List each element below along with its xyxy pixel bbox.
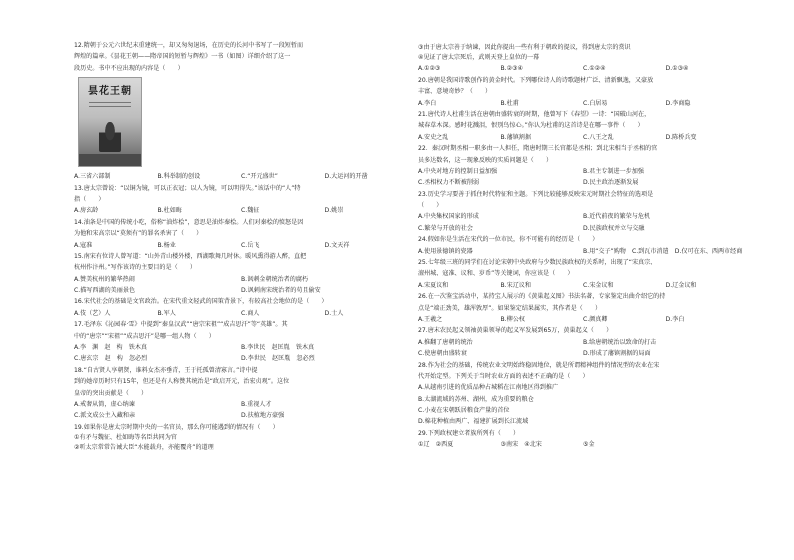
- answer-option: B.军人: [157, 309, 176, 317]
- answer-option: D.士人: [324, 309, 344, 317]
- answer-option: A.三省六部制: [74, 173, 111, 181]
- answer-option: D.①③④: [665, 65, 689, 73]
- answer-option: A.①②③: [418, 65, 441, 73]
- answer-options-row: [418, 348, 748, 359]
- answer-option: C.①②④: [583, 65, 606, 73]
- question-text-line: 21.唐代诗人杜甫生活在唐朝由盛转衰的时期，他曾写下《春望》一诗：“国破山河在，: [418, 110, 651, 118]
- question-text-line: B.太湖流域的苏州、湖州，成为重要的粮仓: [418, 395, 534, 403]
- answer-option: A.使用景德镇的瓷器: [418, 247, 473, 255]
- question-text-line: 丰富、意境奇妙？（ ）: [418, 88, 492, 96]
- book-cover-figure: [99, 122, 121, 152]
- answer-option: C.丞相权力不断被削弱: [418, 179, 480, 187]
- answer-options-row: [74, 205, 408, 216]
- answer-options-row: [74, 285, 408, 296]
- answer-option: B.君主专制进一步加强: [583, 167, 644, 175]
- answer-option: C.唐玄宗 赵 构 忽必烈: [74, 355, 148, 363]
- answer-option: C.派文成公主入藏和亲: [74, 412, 136, 420]
- answer-option: C.颜真卿: [583, 315, 608, 323]
- answer-options-row: [418, 177, 748, 188]
- answer-option: D.形成了藩镇割据的局面: [583, 350, 651, 358]
- answer-option: B.柳公权: [500, 315, 525, 323]
- answer-option: D.李世民 赵匡胤 忽必烈: [241, 355, 315, 363]
- answer-option: C.白居易: [583, 99, 608, 107]
- question-text-line: ④见证了唐太宗死后，武则天登上皇位的一幕: [418, 54, 540, 62]
- answer-option: [666, 439, 749, 450]
- question-text-line: A.从越南引进的优质品种占城稻在江南地区得到推广: [418, 384, 559, 392]
- answer-option: B.②③④: [500, 65, 524, 73]
- question-text-line: ②听太宗常常告诫大臣“水能载舟，亦能覆舟”的道理: [74, 444, 214, 452]
- book-cover-ground: [79, 154, 141, 166]
- answer-options-row: [418, 63, 748, 74]
- answer-options-row: [418, 223, 748, 234]
- answer-option: A.赞美杭州的繁华热闹: [74, 275, 135, 283]
- answer-options-row: [418, 98, 748, 109]
- answer-option: ③南宋 ④北宋: [500, 441, 542, 449]
- answer-option: A.中央集权国家的形成: [418, 213, 479, 221]
- question-text-line: 15.南宋有位诗人曾写道：“山外青山楼外楼，西湖歌舞几时休。暖风熏得游人醉，直把: [74, 252, 307, 260]
- question-text-line: 26.在一次鉴宝活动中，某持宝人展示的《黄巢起义图》书法名著，专家鉴定出曲介绍它的持: [418, 293, 666, 301]
- answer-option: A.李 渊 赵 构 铁木真: [74, 344, 148, 352]
- right-column: [418, 43, 748, 451]
- answer-options-row: [418, 166, 748, 177]
- book-cover-rule: [89, 106, 131, 107]
- answer-option: D.文天祥: [324, 241, 350, 249]
- answer-option: D.李商隐: [665, 99, 691, 107]
- answer-option: A.中央对地方的控制日益加强: [418, 167, 498, 175]
- answer-option: B.李世民 赵匡胤 铁木真: [241, 344, 315, 352]
- answer-options-row: [74, 171, 408, 182]
- answer-option: C.岳飞: [241, 241, 260, 249]
- question-text-line: 27.唐末农民起义领袖黄巢领导的起义军发展到65万，黄巢起义（ ）: [418, 327, 613, 335]
- book-cover-image: [78, 77, 142, 167]
- answer-option: B.重视人才: [241, 400, 272, 408]
- answer-option: A.戒奢从简，虚心纳谏: [74, 400, 135, 408]
- question-text-line: 辉煌的篇章。《昙花王朝——隋帝国的短暂与辉煌》一书（如图）详细介绍了这一: [74, 53, 291, 61]
- answer-option: B.杜甫: [500, 99, 519, 107]
- answer-option: A.王羲之: [418, 315, 443, 323]
- answer-options-row: [418, 211, 748, 222]
- answer-option: D.讽刺南宋统治者的苟且偷安: [241, 287, 321, 295]
- answer-option: A.李白: [418, 99, 437, 107]
- answer-option: C.商人: [241, 309, 260, 317]
- answer-option: A.寇准: [74, 241, 93, 249]
- answer-option: A.伎（艺）人: [74, 309, 111, 317]
- question-text-line: 20.唐朝是我国诗歌创作的黄金时代。下列哪位诗人的诗歌题材广泛、清新飘逸，又豪放: [418, 76, 654, 84]
- answer-option: C.宋金议和: [583, 281, 614, 289]
- answer-option: D.陈桥兵变: [665, 133, 697, 141]
- question-text-line: 25.七年级三班的同学们在讨论宋朝中央政府与少数民族政权的关系时，出现了“宋真宗、: [418, 259, 657, 267]
- question-text-line: 段历史。书中不应出现的内容是（ ）: [74, 64, 184, 72]
- answer-option: D.辽金议和: [665, 281, 697, 289]
- answer-option: B.讽刺金朝统治者的腐朽: [241, 275, 309, 283]
- answer-option: C.描写西湖的美丽景色: [74, 287, 136, 295]
- answer-option: C.八王之乱: [583, 133, 614, 141]
- question-text-line: 19.如果你是唐太宗时期中央的一名官员，那么你可能遇到的情况有（ ）: [74, 423, 279, 431]
- question-text-line: 为他和宋高宗以“莫须有”的罪名杀害了（ ）: [74, 230, 203, 238]
- question-text-line: 中的“唐宗”“宋祖”“成吉思汗”是哪一组人物（ ）: [74, 332, 215, 340]
- question-text-line: 28.作为社会的基础，传统农业文明始终稳固地位，就是所谓精神组件的情况型的农业在宋: [418, 361, 660, 369]
- answer-option: A.宋夏议和: [418, 281, 449, 289]
- answer-options-row: [74, 410, 408, 421]
- answer-option: C.魏征: [241, 207, 260, 215]
- answer-option: D.大运河的开凿: [324, 173, 368, 181]
- answer-options-row: [418, 314, 748, 325]
- answer-options-row: [418, 132, 748, 143]
- question-text-line: 代开始定型。下列关于当时农业方面的表述不正确的是（ ）: [418, 372, 589, 380]
- question-text-line: 13.唐太宗曾说：“以铜为镜，可以正衣冠；以人为镜，可以明得失。”该话中的“人”特: [74, 184, 301, 192]
- answer-option: B.科举制的创设: [157, 173, 201, 181]
- question-text-line: 29.下列政权建立者族所列有（ ）: [418, 429, 520, 437]
- answer-option: D.扶植地方豪强: [241, 412, 285, 420]
- answer-option: D.民主政治逐渐发展: [583, 179, 639, 187]
- question-text-line: 18.“自古贤人享朝贤，谁料女杰亦垂青，王于托孤曾清寡言。”诗中提: [74, 366, 258, 374]
- answer-option: C.使唐朝由盛转衰: [418, 350, 467, 358]
- answer-options-row: [74, 274, 408, 285]
- answer-option: C.繁荣与开放的社会: [418, 224, 473, 232]
- question-text-line: ①有矛与魏征、杜如晦等名臣共同为官: [74, 434, 177, 442]
- question-text-line: 14.油条是中国的传统小吃，俗称“油炸桧”，意思是油炸秦桧。人们对秦桧的愤怒是因: [74, 218, 304, 226]
- question-text-line: ③由于唐太宗善于纳谏，因此你提出一些有利于朝政的提议，得到唐太宗的赏识: [418, 44, 631, 51]
- answer-option: A.安史之乱: [418, 133, 449, 141]
- answer-option: ⑤金: [583, 441, 595, 449]
- answer-option: A.房玄龄: [74, 207, 99, 215]
- book-cover-title: 昙花王朝: [88, 86, 132, 98]
- answer-options-row: [74, 308, 408, 319]
- answer-options-row: [74, 353, 408, 364]
- question-text-line: 城春草木深。感时花溅泪，恨别鸟惊心。”你认为杜甫的这首诗是在哪一事件（ ）: [418, 122, 644, 130]
- answer-options-row: [418, 439, 748, 450]
- answer-option: B.给唐朝统治以致命的打击: [583, 338, 657, 346]
- question-text-line: 点是“端正劲美，雄浑敦厚”。如果鉴定结果属实，其作者是（ ）: [418, 304, 602, 312]
- book-cover-rule: [89, 102, 131, 103]
- answer-option: B.藩镇割据: [500, 133, 531, 141]
- answer-option: D.民族政权并立与交融: [583, 224, 645, 232]
- question-text-line: 杭州作汴州。”写作该诗的主要目的是（ ）: [74, 264, 196, 272]
- answer-options-row: [74, 240, 408, 251]
- question-text-line: D.棉花种植由两广、福建扩展到长江流域: [418, 418, 529, 426]
- answer-option: B.近代前夜的繁荣与危机: [583, 213, 651, 221]
- answer-option: D.姚崇: [324, 207, 344, 215]
- answer-option: B.用“交子”购物 C.到瓦市消遣 D.仅可在东、西两市经商: [583, 247, 743, 255]
- answer-option: B.宋辽议和: [500, 281, 531, 289]
- answer-options-row: [74, 342, 408, 353]
- answer-options-row: [74, 399, 408, 410]
- question-text-line: 皇帝的突出贡献是（ ）: [74, 389, 148, 397]
- question-text-line: 22．秦汉时期丞相一职多由一人担任，隋唐时期三长官都是丞相；到北宋相当于丞相的官: [418, 145, 658, 153]
- question-text-line: C.小麦在宋朝跃居粮食产量的首位: [418, 407, 510, 415]
- question-text-line: 12.隋朝于公元六世纪末重建统一，却又匆匆退场，在历史的长河中书写了一段短暂而: [74, 42, 304, 49]
- left-column: [74, 40, 408, 454]
- answer-options-row: [418, 337, 748, 348]
- answer-options-row: [418, 246, 748, 257]
- answer-option: B.杨业: [157, 241, 176, 249]
- question-text-line: 17.毛泽东《沁园春·雪》中提到“秦皇汉武”“唐宗宋祖”“成吉思汗”等“英雄”。其: [74, 321, 288, 329]
- question-text-line: （ ）: [418, 202, 443, 210]
- question-text-line: 指（ ）: [74, 195, 105, 203]
- question-text-line: 到的她帝历时只有15年，但还是有人称赞其统治是“政启开元，治宏贞观”。这位: [74, 378, 290, 386]
- question-text-line: 23.历史学习要善于抓住时代特征和主题。下列比较能够反映宋元时期社会特征的选项是: [418, 190, 654, 198]
- question-text-line: 16.宋代社会的基础是文官政治。在宋代重文轻武的国策背景下，有较高社会地位的是（ ）: [74, 298, 328, 306]
- answer-option: ①辽 ②西夏: [418, 441, 454, 449]
- question-text-line: 员多达数名，这一现象反映的实质问题是（ ）: [418, 156, 553, 164]
- answer-option: D.李白: [665, 315, 685, 323]
- answer-option: A.推翻了唐朝的统治: [418, 338, 473, 346]
- answer-option: C.“开元盛世”: [241, 173, 278, 181]
- answer-options-row: [418, 280, 748, 291]
- question-text-line: 澶州城、寇准、议和、岁币”等关键词，你应该是（ ）: [418, 270, 574, 278]
- question-text-line: 24.假如你是生活在宋代的一位市民，你不可能有的经历是（ ）: [418, 236, 599, 244]
- answer-option: B.杜如晦: [157, 207, 182, 215]
